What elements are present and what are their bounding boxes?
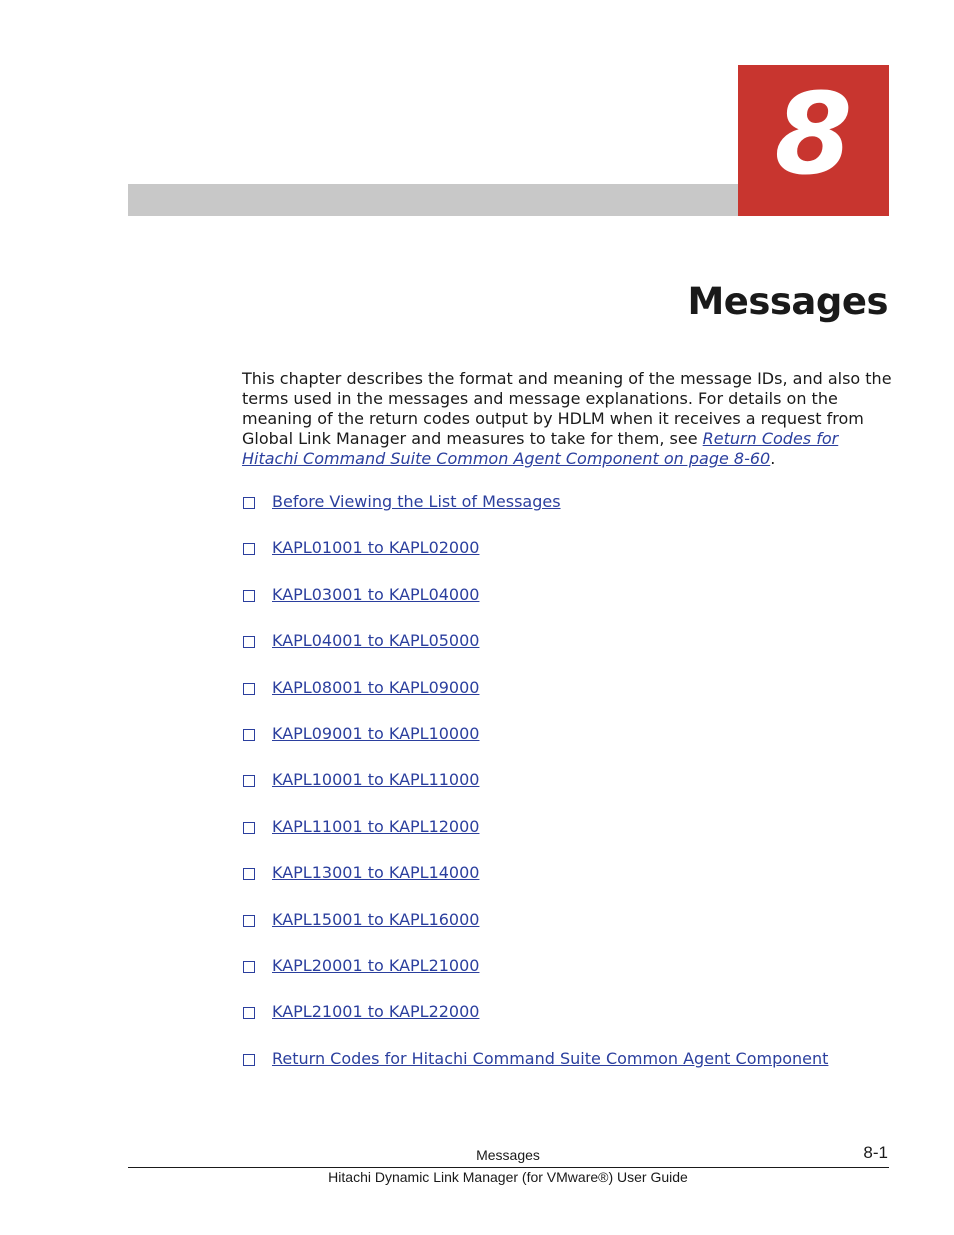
toc-item <box>243 863 883 909</box>
square-bullet-icon <box>243 543 255 555</box>
toc-link-kapl08001[interactable]: KAPL08001 to KAPL09000 <box>272 677 480 697</box>
toc-item <box>243 492 883 538</box>
intro-text: This chapter describes the format and meaning of the message IDs, and also the terms used in the messages and message explanations. For details on the meaning of the return codes output by HDLM when it receives a request from Global Link Manager and measures to take for them, see <box>242 369 892 448</box>
square-bullet-icon <box>243 590 255 602</box>
square-bullet-icon <box>243 915 255 927</box>
toc-item <box>243 817 883 863</box>
toc-link-kapl15001[interactable]: KAPL15001 to KAPL16000 <box>272 909 480 929</box>
toc-item <box>243 585 883 631</box>
footer-section-name: Messages <box>476 1147 540 1163</box>
square-bullet-icon <box>243 868 255 880</box>
toc-link-kapl03001[interactable]: KAPL03001 to KAPL04000 <box>272 584 480 604</box>
square-bullet-icon <box>243 961 255 973</box>
square-bullet-icon <box>243 729 255 741</box>
toc-link-kapl20001[interactable]: KAPL20001 to KAPL21000 <box>272 955 480 975</box>
intro-end: . <box>770 449 776 468</box>
footer-guide-title: Hitachi Dynamic Link Manager (for VMware®) User Guide <box>328 1169 688 1185</box>
chapter-toc-list <box>243 492 883 1095</box>
toc-item <box>243 956 883 1002</box>
toc-link-kapl11001[interactable]: KAPL11001 to KAPL12000 <box>272 816 480 836</box>
square-bullet-icon <box>243 636 255 648</box>
toc-item <box>243 678 883 724</box>
toc-item <box>243 770 883 816</box>
toc-link-return-codes[interactable]: Return Codes for Hitachi Command Suite Common Agent Component <box>272 1048 829 1068</box>
return-codes-xref-link[interactable]: Return Codes for Hitachi Command Suite Common Agent Component on page 8-60 <box>242 429 839 468</box>
toc-item <box>243 1049 883 1095</box>
toc-item <box>243 910 883 956</box>
square-bullet-icon <box>243 497 255 509</box>
chapter-number-box <box>738 65 889 216</box>
chapter-header-bar <box>128 184 740 216</box>
footer-page-number: 8-1 <box>863 1143 888 1162</box>
toc-item <box>243 724 883 770</box>
toc-link-kapl01001[interactable]: KAPL01001 to KAPL02000 <box>272 538 480 558</box>
toc-item <box>243 538 883 584</box>
square-bullet-icon <box>243 1007 255 1019</box>
toc-link-before-viewing[interactable]: Before Viewing the List of Messages <box>272 492 561 511</box>
square-bullet-icon <box>243 1054 255 1066</box>
toc-link-kapl04001[interactable]: KAPL04001 to KAPL05000 <box>272 631 480 651</box>
toc-link-kapl21001[interactable]: KAPL21001 to KAPL22000 <box>272 1002 480 1022</box>
square-bullet-icon <box>243 822 255 834</box>
toc-link-kapl10001[interactable]: KAPL10001 to KAPL11000 <box>272 770 480 790</box>
toc-item <box>243 631 883 677</box>
toc-link-kapl13001[interactable]: KAPL13001 to KAPL14000 <box>272 863 480 883</box>
chapter-title: Messages <box>687 280 888 323</box>
square-bullet-icon <box>243 683 255 695</box>
toc-link-kapl09001[interactable]: KAPL09001 to KAPL10000 <box>272 723 480 743</box>
toc-item <box>243 1002 883 1048</box>
footer-divider <box>128 1167 889 1168</box>
square-bullet-icon <box>243 775 255 787</box>
chapter-number: 8 <box>774 70 853 200</box>
intro-paragraph <box>242 369 892 469</box>
